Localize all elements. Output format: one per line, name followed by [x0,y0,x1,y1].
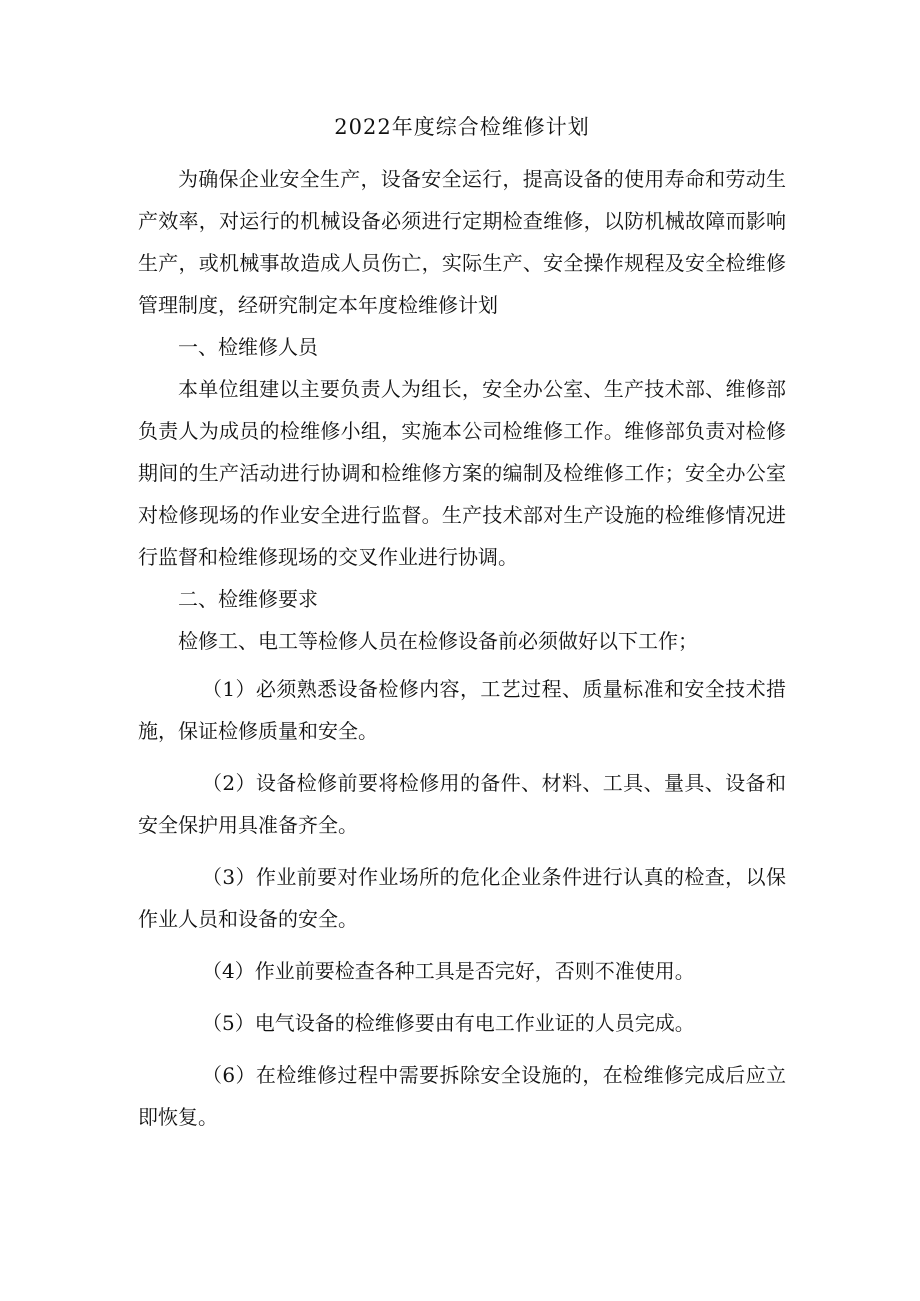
requirement-item: （3）作业前要对作业场所的危化企业条件进行认真的检查，以保作业人员和设备的安全。 [138,865,786,931]
intro-paragraph: 为确保企业安全生产，设备安全运行，提高设备的使用寿命和劳动生产效率，对运行的机械设备必须进行定期检查维修，以防机械故障而影响生产，或机械事故造成人员伤亡，实际生产、安全操作规程及安全检维修管理制度，经研究制定本年度检维修计划 [138,167,786,317]
requirement-item: （1）必须熟悉设备检修内容，工艺过程、质量标准和安全技术措施，保证检修质量和安全。 [138,677,786,743]
requirement-item: （6）在检维修过程中需要拆除安全设施的，在检维修完成后应立即恢复。 [138,1063,786,1129]
requirement-item: （2）设备检修前要将检修用的备件、材料、工具、量具、设备和安全保护用具准备齐全。 [138,771,786,837]
requirement-item: （5）电气设备的检维修要由有电工作业证的人员完成。 [202,1011,695,1035]
section-heading-requirements: 二、检维修要求 [178,587,318,611]
document-content [138,110,786,1138]
document-title: 2022年度综合检维修计划 [334,115,590,139]
personnel-paragraph: 本单位组建以主要负责人为组长，安全办公室、生产技术部、维修部负责人为成员的检维修小组，实施本公司检维修工作。维修部负责对检修期间的生产活动进行协调和检维修方案的编制及检维修工作；安全办公室对检修现场的作业安全进行监督。生产技术部对生产设施的检维修情况进行监督和检维修现场的交叉作业进行协调。 [138,377,786,569]
section-heading-personnel: 一、检维修人员 [178,335,318,359]
requirement-item: （4）作业前要检查各种工具是否完好，否则不准使用。 [202,959,695,983]
requirements-lead: 检修工、电工等检修人员在检修设备前必须做好以下工作； [178,629,698,653]
